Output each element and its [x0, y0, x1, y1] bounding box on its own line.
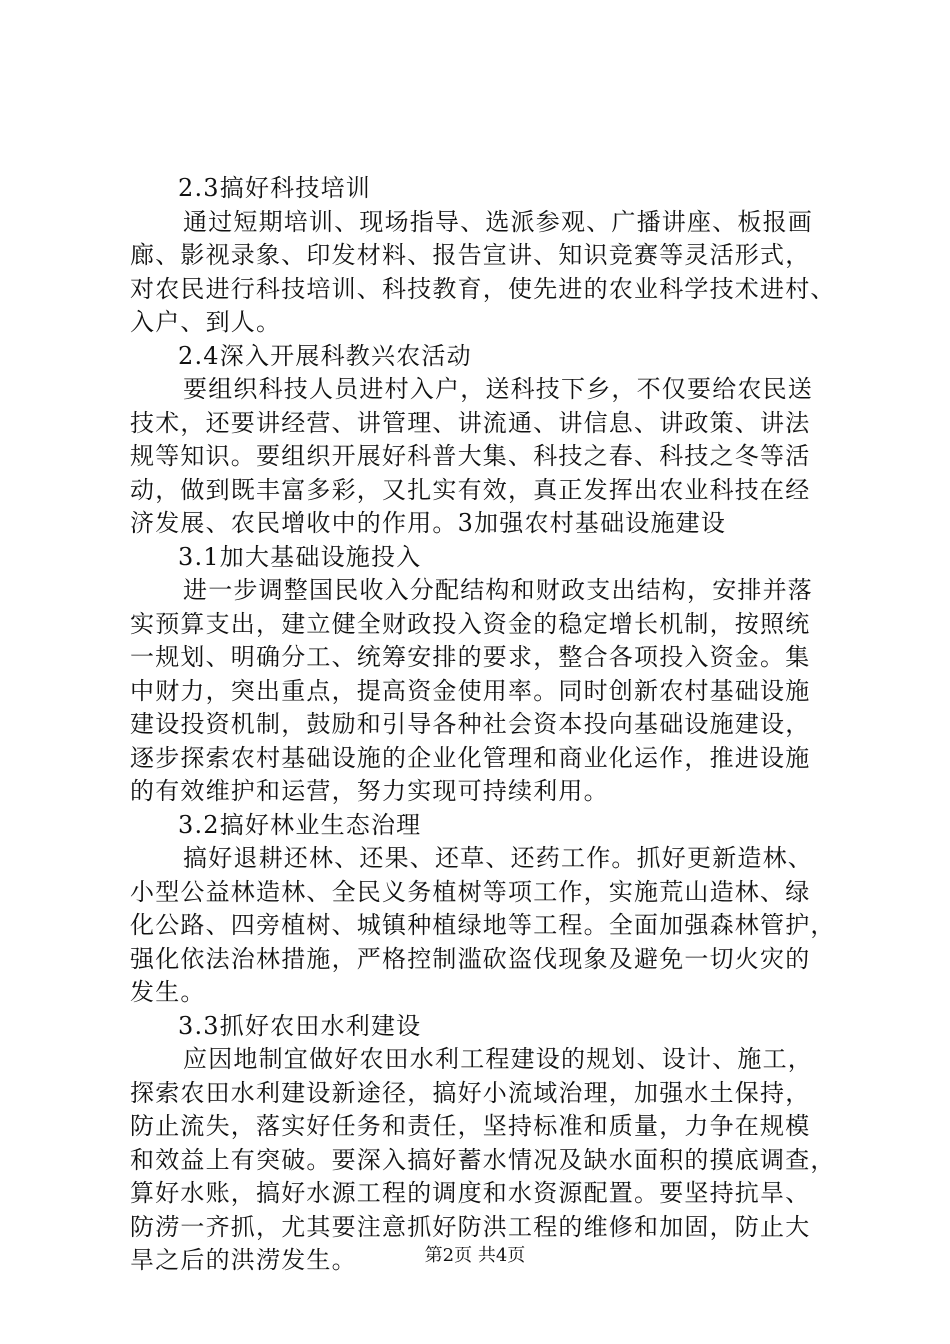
paragraph-line: 要组织科技人员进村入户，送科技下乡，不仅要给农民送: [183, 375, 813, 403]
paragraph-line: 旱之后的洪涝发生。: [130, 1246, 357, 1274]
page-number-footer: 第2页 共4页: [424, 1245, 526, 1266]
paragraph-line: 对农民进行科技培训、科技教育，使先进的农业科学技术进村、: [130, 274, 836, 303]
paragraph-line: 建设投资机制，鼓励和引导各种社会资本投向基础设施建设，: [130, 710, 811, 738]
section-heading: 3.1加大基础设施投入: [178, 542, 422, 571]
paragraph-line: 动，做到既丰富多彩，又扎实有效，真正发挥出农业科技在经: [130, 475, 811, 504]
section-heading: 3.2搞好林业生态治理: [178, 810, 422, 839]
section-heading: 2.4深入开展科教兴农活动: [178, 341, 472, 370]
paragraph-line: 通过短期培训、现场指导、选派参观、广播讲座、板报画: [183, 207, 813, 236]
paragraph-line: 中财力，突出重点，提高资金使用率。同时创新农村基础设施: [130, 676, 811, 705]
paragraph-line: 一规划、明确分工、统筹安排的要求，整合各项投入资金。集: [130, 643, 811, 671]
paragraph-line: 济发展、农民增收中的作用。3加强农村基础设施建设: [130, 509, 727, 537]
paragraph-line: 防涝一齐抓，尤其要注意抓好防洪工程的维修和加固，防止大: [130, 1212, 811, 1241]
paragraph-line: 算好水账，搞好水源工程的调度和水资源配置。要坚持抗旱、: [130, 1179, 811, 1207]
paragraph-line: 和效益上有突破。要深入搞好蓄水情况及缺水面积的摸底调查，: [130, 1145, 836, 1174]
paragraph-line: 搞好退耕还林、还果、还草、还药工作。抓好更新造林、: [183, 844, 813, 872]
paragraph-line: 实预算支出，建立健全财政投入资金的稳定增长机制，按照统: [130, 609, 811, 638]
paragraph-line: 发生。: [130, 978, 206, 1006]
paragraph-line: 逐步探索农村基础设施的企业化管理和商业化运作，推进设施: [130, 743, 811, 772]
section-heading: 2.3搞好科技培训: [178, 174, 371, 202]
paragraph-line: 应因地制宜做好农田水利工程建设的规划、设计、施工，: [183, 1045, 813, 1073]
paragraph-line: 进一步调整国民收入分配结构和财政支出结构，安排并落: [183, 576, 813, 604]
paragraph-line: 探索农田水利建设新途径，搞好小流域治理，加强水土保持，: [130, 1078, 811, 1107]
paragraph-line: 规等知识。要组织开展好科普大集、科技之春、科技之冬等活: [130, 442, 811, 470]
paragraph-line: 化公路、四旁植树、城镇种植绿地等工程。全面加强森林管护，: [130, 911, 836, 939]
paragraph-line: 廊、影视录象、印发材料、报告宣讲、知识竞赛等灵活形式，: [130, 241, 811, 269]
paragraph-line: 小型公益林造林、全民义务植树等项工作，实施荒山造林、绿: [130, 877, 811, 906]
section-heading: 3.3抓好农田水利建设: [178, 1011, 422, 1040]
paragraph-line: 入户、到人。: [130, 308, 282, 336]
paragraph-line: 技术，还要讲经营、讲管理、讲流通、讲信息、讲政策、讲法: [130, 408, 811, 437]
document-body: [130, 172, 836, 1278]
paragraph-line: 的有效维护和运营，努力实现可持续利用。: [130, 777, 609, 805]
paragraph-line: 强化依法治林措施，严格控制滥砍盗伐现象及避免一切火灾的: [130, 944, 811, 973]
paragraph-line: 防止流失，落实好任务和责任，坚持标准和质量，力争在规模: [130, 1112, 811, 1140]
